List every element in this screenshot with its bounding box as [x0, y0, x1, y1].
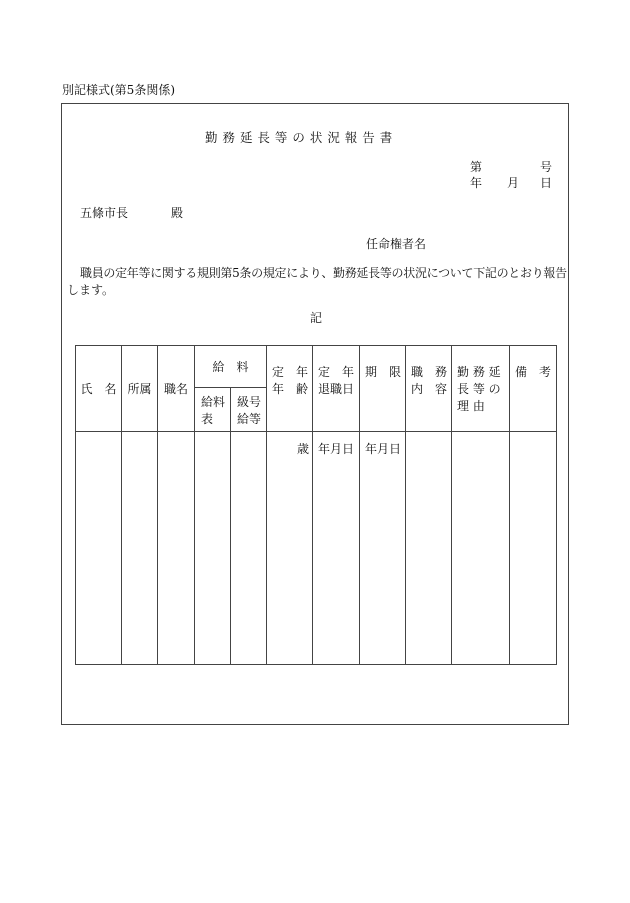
header-remarks: 備 考 — [510, 346, 557, 432]
cell-grade[interactable] — [231, 432, 267, 665]
cell-affiliation[interactable] — [122, 432, 158, 665]
cell-job-title[interactable] — [158, 432, 195, 665]
header-name: 氏 名 — [76, 346, 122, 432]
table-row — [76, 432, 557, 665]
cell-remarks[interactable] — [510, 432, 557, 665]
cell-name[interactable] — [76, 432, 122, 665]
date-day: 日 — [540, 176, 553, 190]
table-header-row-1 — [76, 346, 557, 388]
cell-duties[interactable] — [406, 432, 452, 665]
ki-heading: 記 — [310, 311, 323, 325]
header-retirement-date: 定 年 退職日 — [313, 346, 360, 432]
report-table — [75, 345, 557, 665]
body-text-line-1: 職員の定年等に関する規則第5条の規定により、勤務延長等の状況について下記のとおり報告 — [80, 266, 567, 280]
header-grade: 級号 給等 — [231, 388, 267, 432]
date-year: 年 — [470, 176, 483, 190]
cell-salary-table[interactable] — [195, 432, 231, 665]
number-dai: 第 — [470, 160, 483, 174]
header-salary-table: 給料 表 — [195, 388, 231, 432]
document-title: 勤 務 延 長 等 の 状 況 報 告 書 — [205, 130, 393, 145]
header-reason: 勤 務 延 長 等 の 理 由 — [452, 346, 510, 432]
addressee: 五條市長 — [80, 206, 129, 220]
header-job-title: 職名 — [158, 346, 195, 432]
header-duties: 職 務 内 容 — [406, 346, 452, 432]
cell-retirement-date[interactable]: 年月日 — [313, 432, 360, 665]
cell-period[interactable]: 年月日 — [360, 432, 406, 665]
number-go: 号 — [540, 160, 553, 174]
cell-retirement-age[interactable]: 歳 — [267, 432, 313, 665]
header-affiliation: 所属 — [122, 346, 158, 432]
form-label: 別記様式(第5条関係) — [62, 83, 175, 97]
sender-name-label: 任命権者名 — [366, 237, 427, 251]
header-period: 期 限 — [360, 346, 406, 432]
header-retirement-age: 定 年 年 齢 — [267, 346, 313, 432]
honorific: 殿 — [171, 206, 184, 220]
date-month: 月 — [507, 176, 520, 190]
header-salary: 給 料 — [195, 346, 267, 388]
body-text-line-2: します。 — [67, 283, 115, 297]
cell-reason[interactable] — [452, 432, 510, 665]
